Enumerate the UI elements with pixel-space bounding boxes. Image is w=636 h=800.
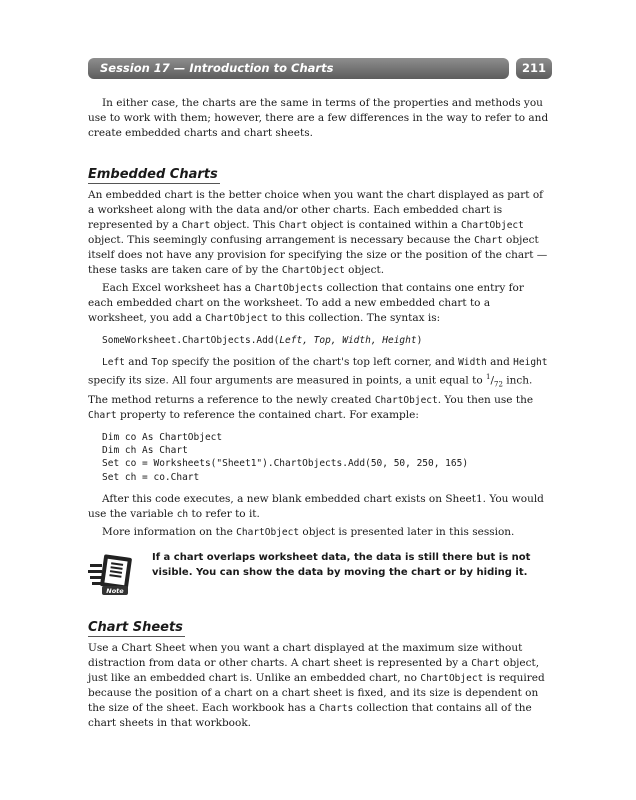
embedded-paragraph-1: An embedded chart is the better choice when you want the chart displayed as part of a worksheet along with the data and/or other charts. Each embedded chart is represented by a Chart object. This Chart object is contained within a ChartObject object. This seemingly confusing arrangement is necessary because the Chart object itself does not have any provision for specifying the size or the position of the chart — these tasks are taken care of by the ChartObject object. (88, 189, 548, 276)
embedded-paragraph-2: Each Excel worksheet has a ChartObjects collection that contains one entry for each embedded chart on the worksheet. To add a new embedded chart to a worksheet, you add a ChartObject to this collection. The syntax is: (88, 282, 524, 324)
page-number: 211 (516, 58, 552, 79)
running-header: Session 17 — Introduction to Charts (88, 58, 509, 79)
code-line: Set co = Worksheets("Sheet1").ChartObjects.Add(50, 50, 250, 165) (102, 458, 469, 470)
syntax-code: SomeWorksheet.ChartObjects.Add(Left, Top, Width, Height) (102, 335, 423, 346)
code-line: Set ch = co.Chart (102, 471, 200, 483)
example-code-block (88, 431, 550, 484)
code-line: Dim ch As Chart (102, 445, 188, 457)
code-line: Dim co As ChartObject (102, 431, 223, 443)
svg-text:Note: Note (106, 587, 124, 596)
note-callout (88, 550, 550, 600)
page-body (88, 96, 550, 731)
note-icon (88, 552, 138, 596)
section-heading-embedded-charts: Embedded Charts (88, 167, 218, 182)
chart-sheets-paragraph: Use a Chart Sheet when you want a chart displayed at the maximum size without distraction from data or other charts. A chart sheet is represented by a Chart object, just like an embedded chart is. Unlike an embedded chart, no ChartObject is required because the position of a chart on a chart sheet is fixed, and its size is dependent on the size of the sheet. Each workbook has a Charts collection that contains all of the chart sheets in that workbook. (88, 642, 545, 730)
note-text: If a chart overlaps worksheet data, the data is still there but is not visible. You can show the data by moving the chart or by hiding it. (152, 552, 531, 579)
embedded-paragraph-3: Left and Top specify the position of the chart's top left corner, and Width and Height specify its size. All four arguments are measured in points, a unit equal to $^1/_{72}$ inch. The method returns a reference to the newly created ChartObject. You then use the Chart property to reference the contained chart. For example: (88, 356, 548, 421)
embedded-paragraph-4: After this code executes, a new blank embedded chart exists on Sheet1. You would use the variable ch to refer to it. (88, 493, 544, 521)
embedded-paragraph-5: More information on the ChartObject object is presented later in this session. (102, 526, 515, 539)
intro-paragraph: In either case, the charts are the same in terms of the properties and methods you use to work with them; however, there are a few differences in the way to refer to and create embedded charts and chart sheets. (88, 97, 549, 139)
section-heading-chart-sheets: Chart Sheets (88, 620, 183, 636)
